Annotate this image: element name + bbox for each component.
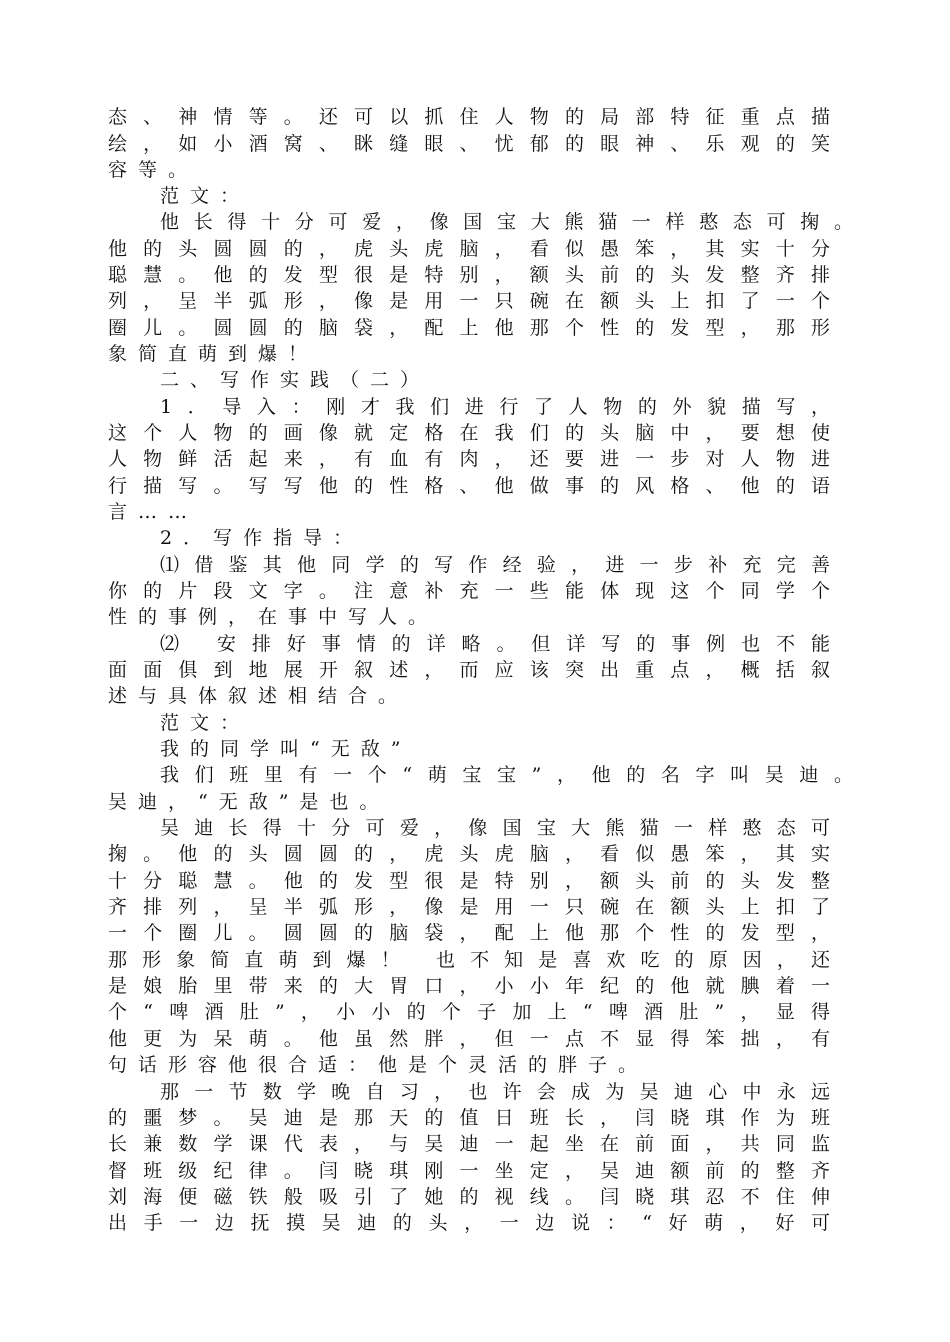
text-line: 面面俱到地展开叙述，而应该突出重点，概括叙 (108, 659, 830, 681)
text-line: 个“啤酒肚”，小小的个子加上“啤酒肚”，显得 (108, 1001, 830, 1023)
text-line: 态、神情等。还可以抓住人物的局部特征重点描 (108, 106, 830, 128)
text-line: 他长得十分可爱，像国宝大熊猫一样憨态可掬。 (160, 211, 853, 233)
text-line: 性的事例，在事中写人。 (108, 606, 439, 628)
text-line: 吴迪，“无敌”是也。 (108, 791, 390, 813)
text-line: 绘，如小酒窝、眯缝眼、忧郁的眼神、乐观的笑 (108, 133, 830, 155)
text-line: 我们班里有一个“萌宝宝”，他的名字叫吴迪。 (160, 764, 853, 786)
text-line: 那一节数学晚自习，也许会成为吴迪心中永远 (160, 1081, 830, 1103)
text-line: 1．导入：刚才我们进行了人物的外貌描写， (160, 396, 830, 418)
text-line: 聪慧。他的发型很是特别，额头前的头发整齐排 (108, 264, 830, 286)
text-line: 一个圈儿。圆圆的脑袋，配上他那个性的发型， (108, 922, 830, 944)
text-line: 言…… (108, 501, 199, 523)
text-line: 的噩梦。吴迪是那天的值日班长，闫晓琪作为班 (108, 1107, 830, 1129)
text-line: ⑵ 安排好事情的详略。但详写的事例也不能 (160, 633, 830, 655)
text-line: 你的片段文字。注意补充一些能体现这个同学个 (108, 580, 830, 602)
text-line: 行描写。写写他的性格、他做事的风格、他的语 (108, 475, 830, 497)
text-line: 督班级纪律。闫晓琪刚一坐定，吴迪额前的整齐 (108, 1160, 830, 1182)
text-line: 句话形容他很合适：他是个灵活的胖子。 (108, 1054, 649, 1076)
text-line: 十分聪慧。他的发型很是特别，额头前的头发整 (108, 870, 830, 892)
text-line: 列，呈半弧形，像是用一只碗在额头上扣了一个 (108, 290, 830, 312)
text-line: 人物鲜活起来，有血有肉，还要进一步对人物进 (108, 448, 830, 470)
text-line: 那形象简直萌到爆！ 也不知是喜欢吃的原因，还 (108, 949, 830, 971)
text-line: 述与具体叙述相结合。 (108, 685, 409, 707)
text-line: 刘海便磁铁般吸引了她的视线。闫晓琪忍不住伸 (108, 1186, 830, 1208)
text-line: 这个人物的画像就定格在我们的头脑中，要想使 (108, 422, 830, 444)
text-line: 出手一边抚摸吴迪的头，一边说：“好萌，好可 (108, 1212, 830, 1234)
text-line: 他的头圆圆的，虎头虎脑，看似愚笨，其实十分 (108, 238, 830, 260)
essay-title: 我的同学叫“无敌” (160, 738, 412, 760)
section-label: 范文： (160, 712, 251, 734)
text-line: 圈儿。圆圆的脑袋，配上他那个性的发型，那形 (108, 317, 830, 339)
text-line: 齐排列，呈半弧形，像是用一只碗在额头上扣了 (108, 896, 830, 918)
text-line: 他更为呆萌。他虽然胖，但一点不显得笨拙，有 (108, 1028, 830, 1050)
text-line: ⑴借鉴其他同学的写作经验，进一步补充完善 (160, 554, 830, 576)
text-line: 吴迪长得十分可爱，像国宝大熊猫一样憨态可 (160, 817, 830, 839)
text-line: 容等。 (108, 159, 199, 181)
section-label: 2．写作指导： (160, 527, 364, 549)
text-line: 长兼数学课代表，与吴迪一起坐在前面，共同监 (108, 1133, 830, 1155)
section-heading: 二、写作实践（二） (160, 369, 431, 391)
section-label: 范文： (160, 185, 251, 207)
text-line: 是娘胎里带来的大胃口，小小年纪的他就腆着一 (108, 975, 830, 997)
text-line: 掬。他的头圆圆的，虎头虎脑，看似愚笨，其实 (108, 843, 830, 865)
text-line: 象简直萌到爆！ (108, 343, 319, 365)
